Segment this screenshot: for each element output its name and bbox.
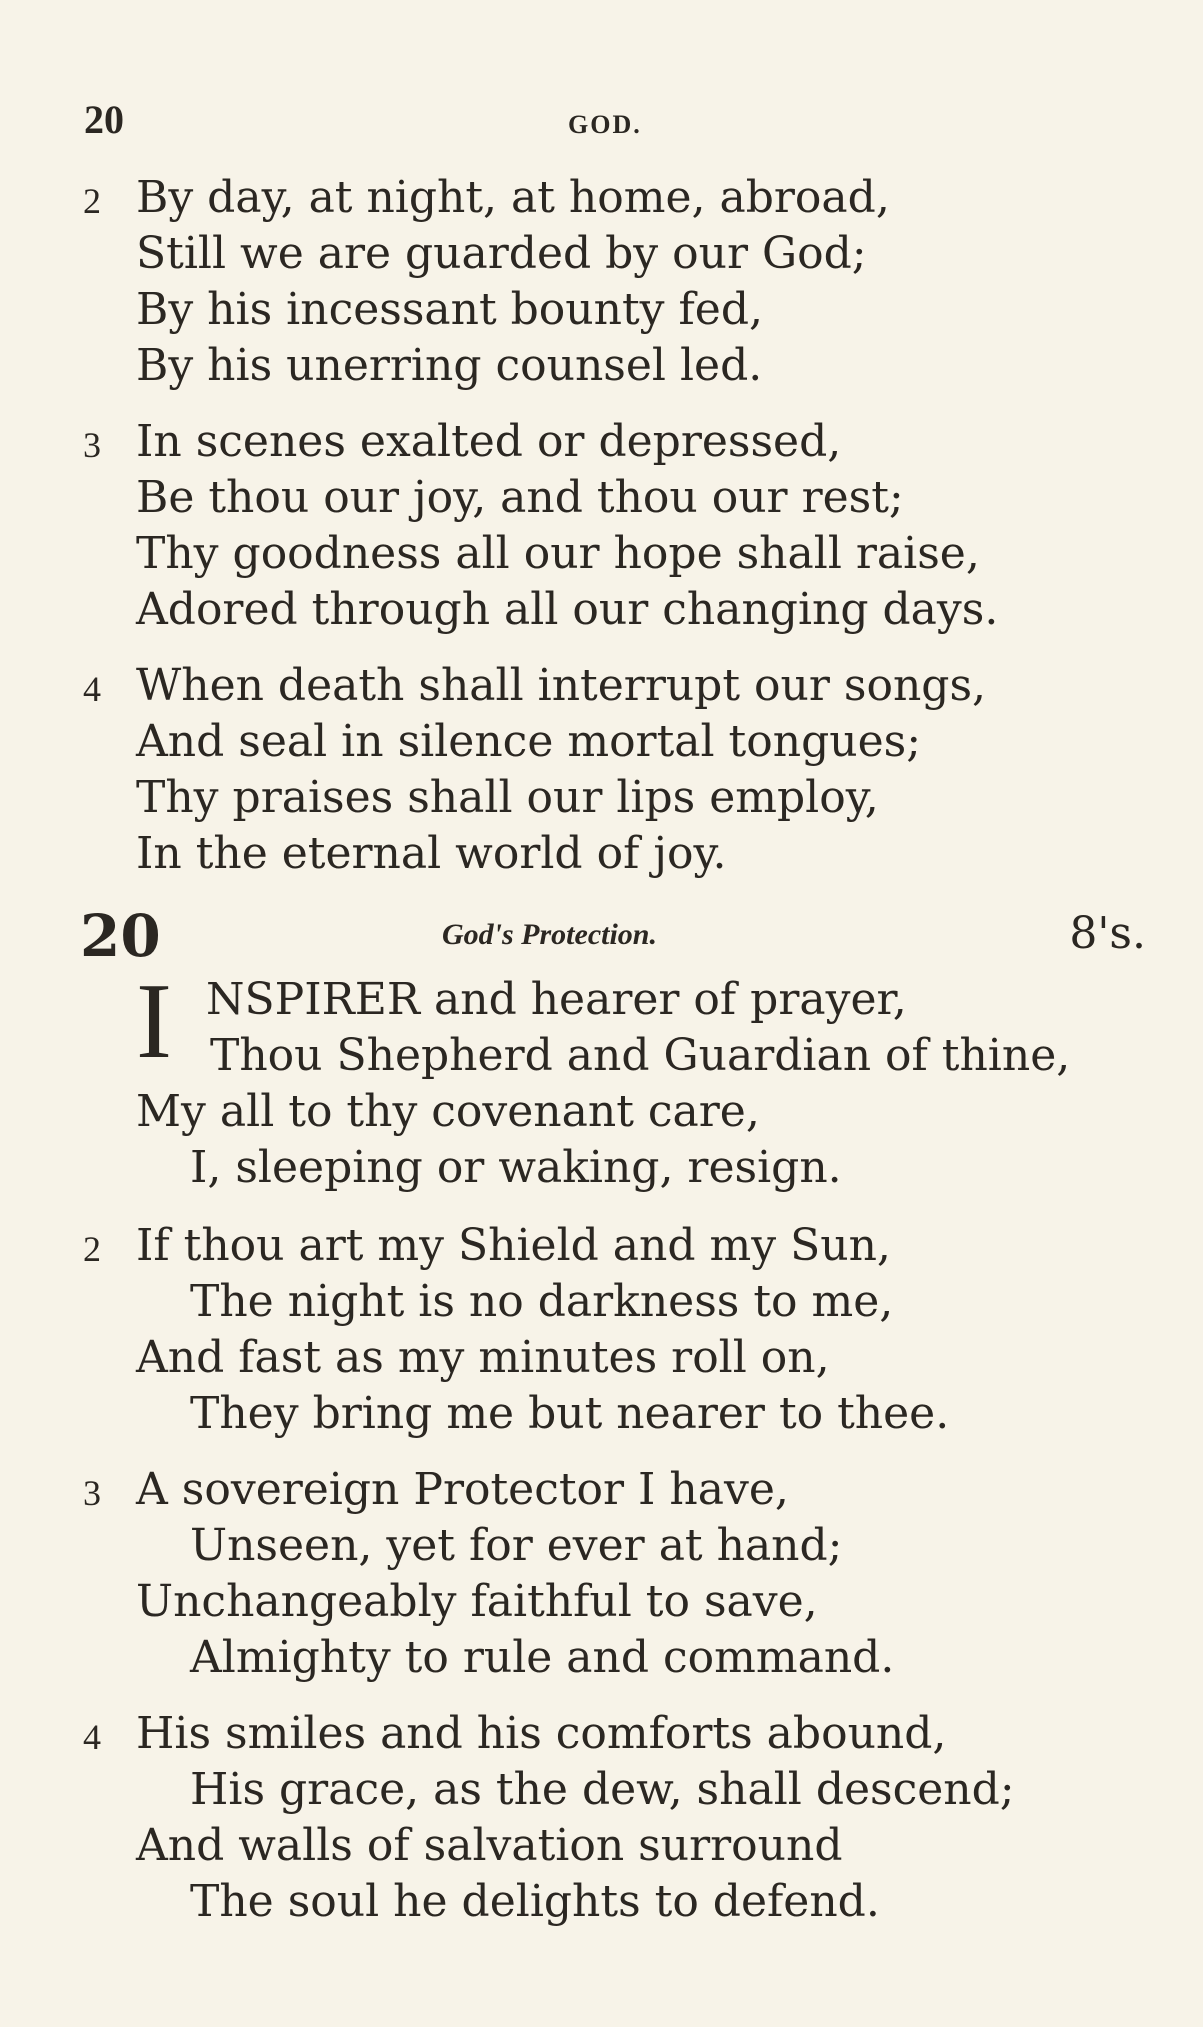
verse-line: Adored through all our changing days. — [136, 584, 999, 635]
verse-line: Thy praises shall our lips employ, — [136, 772, 879, 823]
verse-line: I, sleeping or waking, resign. — [190, 1142, 842, 1193]
verse-line: When death shall interrupt our songs, — [136, 660, 987, 711]
hymn-number: 20 — [80, 902, 161, 970]
stanza-number: 4 — [83, 1717, 101, 1757]
hymn-meter: 8's. — [1069, 908, 1146, 959]
verse-line: His smiles and his comforts abound, — [136, 1708, 947, 1759]
verse-line: Still we are guarded by our God; — [136, 228, 867, 279]
verse-line: If thou art my Shield and my Sun, — [136, 1220, 891, 1271]
stanza-number: 4 — [83, 669, 101, 709]
verse-line: By day, at night, at home, abroad, — [136, 172, 890, 223]
verse-line: They bring me but nearer to thee. — [190, 1388, 950, 1439]
verse-line: A sovereign Protector I have, — [136, 1464, 789, 1515]
hymn-heading — [80, 902, 1146, 970]
verse-line: In the eternal world of joy. — [136, 828, 727, 879]
verse-line: The soul he delights to defend. — [190, 1876, 880, 1927]
verse-line: Unchangeably faithful to save, — [136, 1576, 818, 1627]
verse-line: Unseen, yet for ever at hand; — [190, 1520, 843, 1571]
stanza-number: 2 — [83, 1229, 101, 1269]
verse-line: NSPIRER and hearer of prayer, — [206, 974, 907, 1025]
verse-line: Almighty to rule and command. — [190, 1632, 895, 1683]
stanza-number: 2 — [83, 181, 101, 221]
stanza-number: 3 — [83, 1473, 101, 1513]
page-header — [84, 96, 1144, 146]
drop-cap: I — [136, 962, 172, 1081]
verse-line: By his incessant bounty fed, — [136, 284, 763, 335]
stanza-number: 3 — [83, 425, 101, 465]
verse-line: And fast as my minutes roll on, — [136, 1332, 830, 1383]
verse-line: In scenes exalted or depressed, — [136, 416, 842, 467]
verse-line: And walls of salvation surround — [136, 1820, 843, 1871]
running-head: GOD. — [568, 110, 642, 139]
verse-line: By his unerring counsel led. — [136, 340, 763, 391]
verse-line: Be thou our joy, and thou our rest; — [136, 472, 904, 523]
verse-line: My all to thy covenant care, — [136, 1086, 760, 1137]
verse-line: His grace, as the dew, shall descend; — [190, 1764, 1015, 1815]
verse-line: Thy goodness all our hope shall raise, — [136, 528, 980, 579]
page-number: 20 — [84, 97, 124, 142]
verse-line: And seal in silence mortal tongues; — [136, 716, 922, 767]
hymn-title: God's Protection. — [442, 918, 657, 951]
verse-line: The night is no darkness to me, — [190, 1276, 894, 1327]
verse-line: Thou Shepherd and Guardian of thine, — [210, 1030, 1071, 1081]
